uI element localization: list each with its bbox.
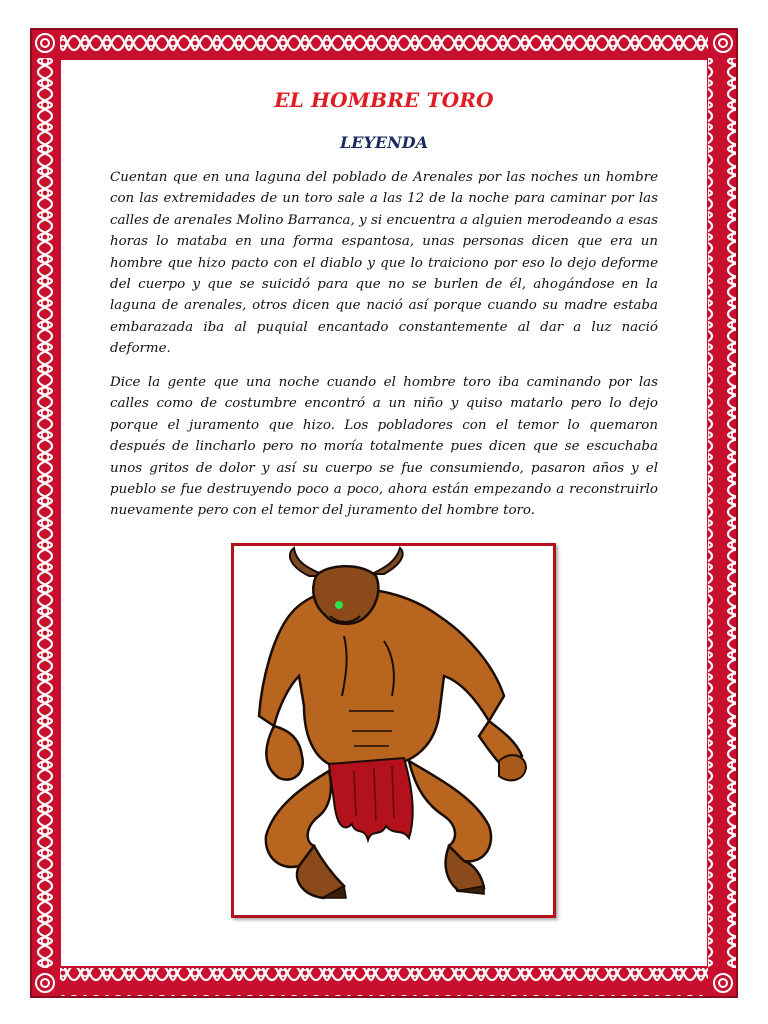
minotaur-illustration-icon	[234, 546, 553, 915]
document-title: EL HOMBRE TORO	[274, 88, 494, 112]
illustration-frame	[231, 543, 556, 918]
document-subtitle: LEYENDA	[340, 133, 428, 152]
paragraph-1: Cuentan que en una laguna del poblado de Arenales por las noches un hombre con las extremidades de un toro sale a las 12 de la noche para caminar por las calles de arenales Molino Barranca, y si encuentra a alguien merodeando a esas horas lo mataba en una forma espantosa, unas personas dicen que era un hombre que hizo pacto con el diablo y que lo traiciono por eso lo dejo deforme del cuerpo y que se suicidó para que no se burlen de él, ahogándose en la laguna de arenales, otros dicen que nació así porque cuando su madre estaba embarazada iba al puquial encantado constantemente al dar a luz nació deforme.	[110, 170, 658, 357]
paragraph-2: Dice la gente que una noche cuando el hombre toro iba caminando por las calles como de costumbre encontró a un niño y quiso matarlo pero lo dejo porque el juramento que hizo. Los pobladores con el temor lo quemaron después de lincharlo pero no moría totalmente pues dicen que se escuchaba unos gritos de dolor y así su cuerpo se fue consumiendo, pasaron años y el pueblo se fue destruyendo poco a poco, ahora están empezando a reconstruirlo nuevamente pero con el temor del juramento del hombre toro.	[110, 375, 658, 519]
